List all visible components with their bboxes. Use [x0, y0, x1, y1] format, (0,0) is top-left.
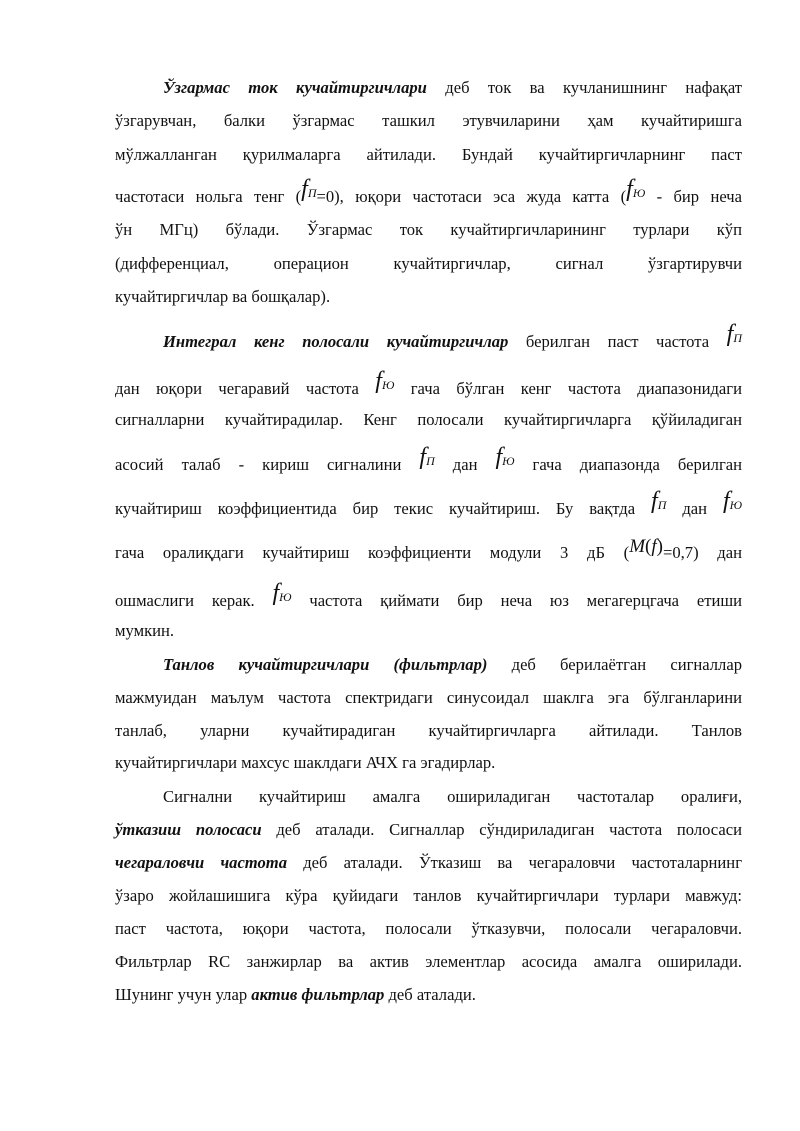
term-selective-amplifiers: Танлов кучайтиргичлари (фильтрлар) — [163, 655, 488, 674]
term-dc-amplifiers: Ўзгармас ток кучайтиргичлари — [163, 78, 427, 97]
p3-line-3: танлаб, уларни кучайтирадиган кучайтиргичларга айтилади. Танлов — [115, 721, 742, 740]
p3-line-1: Танлов кучайтиргичлари (фильтрлар) деб берилаётган сигналлар — [163, 655, 742, 674]
p4-line-1: Сигнални кучайтириш амалга ошириладиган частоталар оралиғи, — [163, 787, 742, 806]
p2-line-5: кучайтириш коэффициентида бир текис кучайтириш. Бу вақтда $f^П$ дан $f^Ю$ — [115, 488, 742, 518]
term-broadband-amplifiers: Интеграл кенг полосали кучайтиргичлар — [163, 332, 509, 351]
p2-line-6: гача оралиқдаги кучайтириш коэффициенти модули 3 дБ (M(f)=0,7) дан — [115, 536, 742, 562]
p2-line-3: сигналларни кучайтирадилар. Кенг полосали кучайтиргичларга қўйиладиган — [115, 410, 742, 429]
p1-line-2: ўзгарувчан, балки ўзгармас ташкил этувчиларини ҳам кучайтиришга — [115, 111, 742, 130]
p2-line-2: дан юқори чегаравий частота $f^Ю$ гача бўлган кенг частота диапазонидаги — [115, 368, 742, 398]
p4-line-7: Шунинг учун улар актив фильтрлар деб аталади. — [115, 985, 476, 1004]
p3-line-2: мажмуидан маълум частота спектридаги синусоидал шаклга эга бўлганларини — [115, 688, 742, 707]
p2-line-7: ошмаслиги керак. $f^Ю$ частота қиймати бир неча юз мегагерцгача етиши — [115, 580, 742, 610]
p2-line-4: асосий талаб - кириш сигналини $f^П$ дан $f^Ю$ гача диапазонда берилган — [115, 444, 743, 474]
p1-line-7: кучайтиргичлар ва бошқалар). — [115, 287, 331, 306]
modulus-expression: M(f) — [629, 536, 663, 557]
p4-line-6: Фильтрлар RC занжирлар ва актив элементлар асосида амалга оширилади. — [115, 952, 742, 971]
p2-line-8: мумкин. — [115, 621, 175, 640]
term-active-filters: актив фильтрлар — [251, 985, 385, 1004]
p1-line-6: (дифференциал, операцион кучайтиргичлар, сигнал ўзгартирувчи — [115, 254, 742, 273]
p4-line-5: паст частота, юқори частота, полосали ўтказувчи, полосали чегараловчи. — [115, 919, 742, 938]
p4-line-2: ўтказиш полосаси деб аталади. Сигналлар сўндириладиган частота полосаси — [115, 820, 742, 839]
f-symbol: f — [626, 176, 633, 202]
subscript-low: П — [307, 186, 317, 200]
term-passband: ўтказиш полосаси — [115, 820, 262, 839]
p1-line-1: Ўзгармас ток кучайтиргичлари деб ток ва кучланишнинг нафақат — [163, 78, 743, 97]
p4-line-3: чегараловчи частота деб аталади. Ўтказиш ва чегараловчи частоталарнинг — [115, 853, 742, 872]
subscript-high: Ю — [632, 186, 646, 200]
p2-line-1: Интеграл кенг полосали кучайтиргичлар берилган паст частота $f^П$ — [163, 321, 742, 351]
p1-line-4: частотаси нольга тенг $(f^П=0)$, юқори частотаси эса жуда катта ($f^Ю$ - бир неча — [115, 176, 742, 206]
f-symbol: f — [301, 176, 308, 202]
term-stopband: чегараловчи частота — [115, 853, 288, 872]
p4-line-4: ўзаро жойлашишига кўра қуйидаги танлов кучайтиргичлари турлари мавжуд: — [115, 886, 742, 905]
p1-line-5: ўн МГц) бўлади. Ўзгармас ток кучайтиргичларининг турлари кўп — [115, 220, 742, 239]
p3-line-4: кучайтиргичлари махсус шаклдаги АЧХ га эгадирлар. — [115, 753, 496, 772]
p1-line-3: мўлжалланган қурилмаларга айтилади. Бундай кучайтиргичларнинг паст — [115, 145, 742, 164]
